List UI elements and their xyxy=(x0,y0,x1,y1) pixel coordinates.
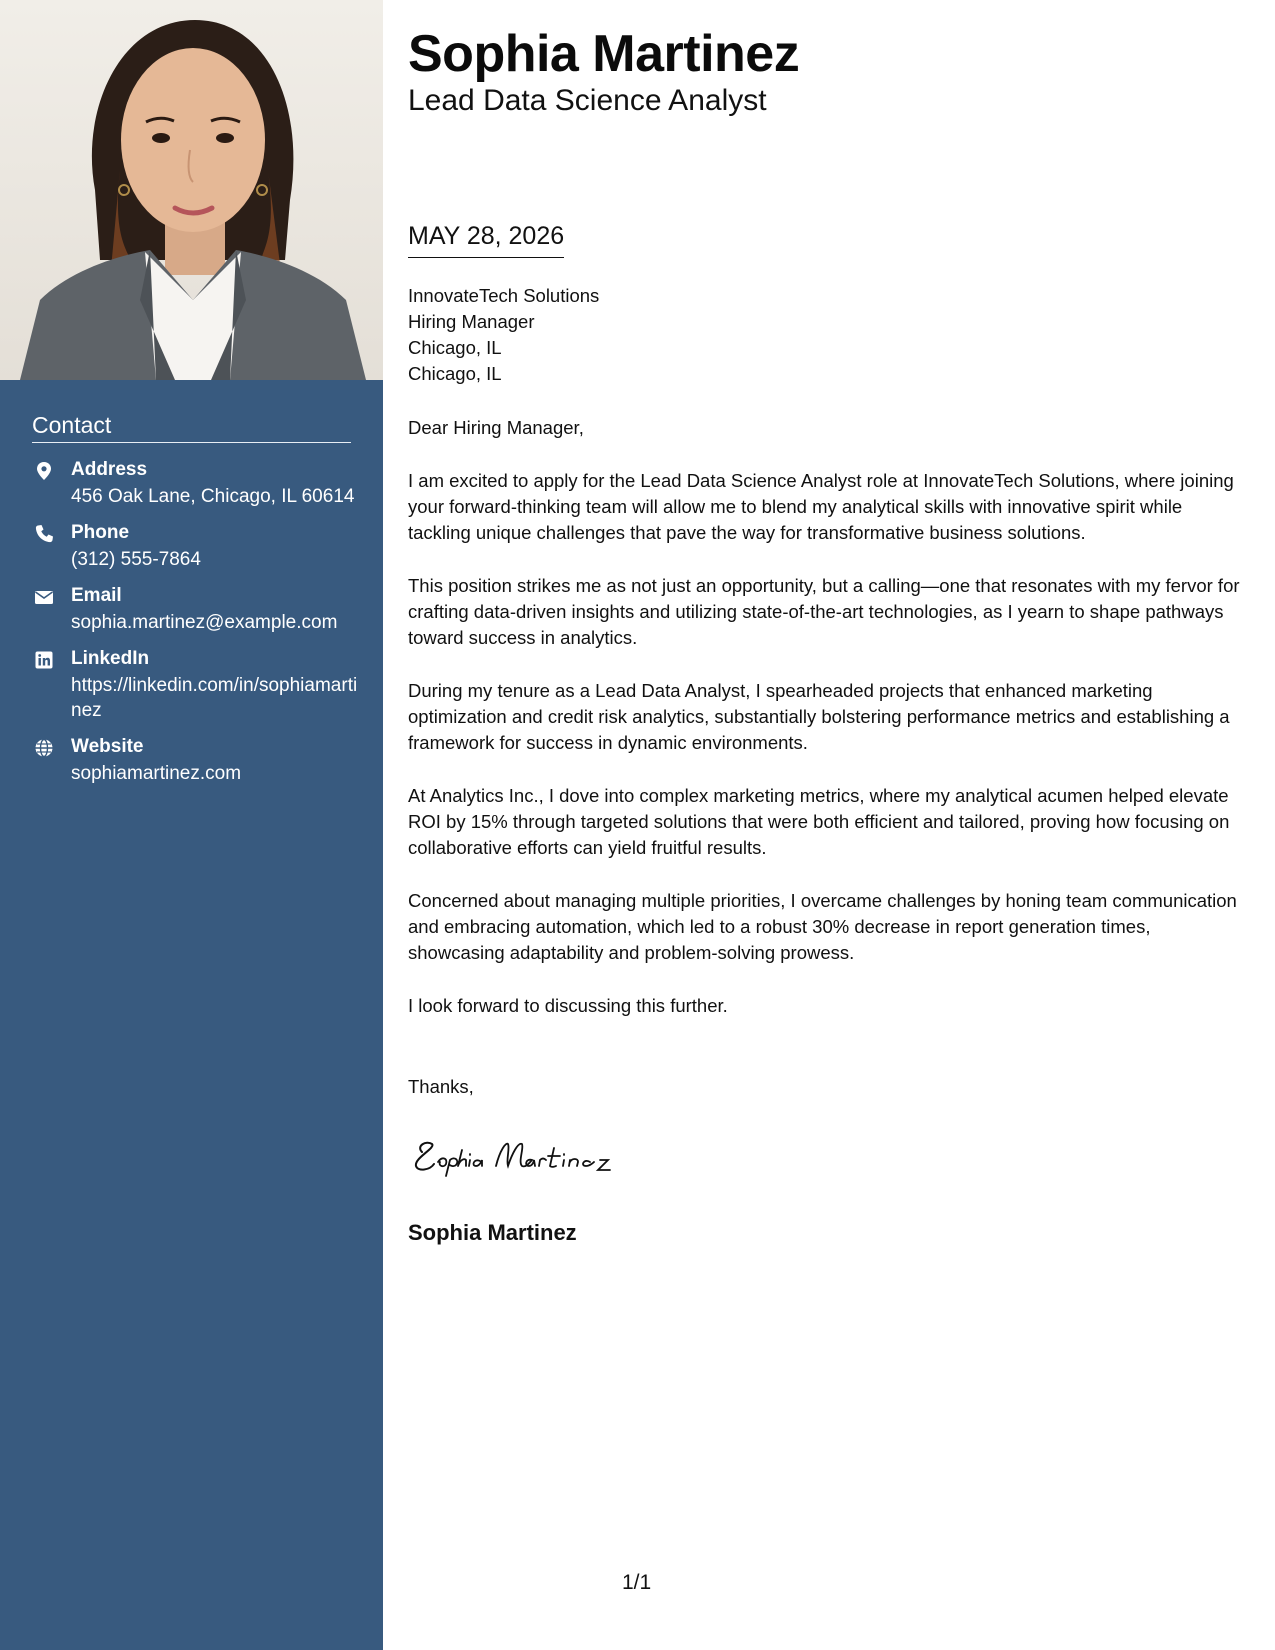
website-label: Website xyxy=(71,736,144,757)
body-paragraph: I look forward to discussing this further. xyxy=(408,995,728,1016)
recipient-city: Chicago, IL xyxy=(408,337,502,358)
letter-date: MAY 28, 2026 xyxy=(408,222,564,258)
closing: Thanks, xyxy=(408,1076,474,1097)
globe-icon xyxy=(34,738,54,758)
email-value[interactable]: sophia.martinez@example.com xyxy=(71,612,338,633)
body-paragraph: This position strikes me as not just an opportunity, but a calling—one that resonates with my fervor for crafting data-driven insights and utilizing state-of-the-art technologies, as I yearn to shape pathways toward success in analytics. xyxy=(408,575,1240,648)
recipient-company: InnovateTech Solutions xyxy=(408,285,600,306)
profile-photo xyxy=(0,0,383,380)
email-label: Email xyxy=(71,585,122,606)
linkedin-label: LinkedIn xyxy=(71,648,150,669)
portrait-photo-illustration xyxy=(0,0,383,380)
contact-heading: Contact xyxy=(32,412,351,443)
phone-icon xyxy=(34,524,54,544)
sidebar xyxy=(0,0,383,1650)
handwritten-signature xyxy=(408,1132,668,1180)
salutation: Dear Hiring Manager, xyxy=(408,417,584,438)
body-paragraph: At Analytics Inc., I dove into complex marketing metrics, where my analytical acumen helped elevate ROI by 15% through targeted solutions that were both efficient and tailored, proving how focusing on collaborative efforts can yield fruitful results. xyxy=(408,785,1230,858)
letter-body xyxy=(408,468,1250,1046)
map-pin-icon xyxy=(34,461,54,481)
signer-name: Sophia Martinez xyxy=(408,1220,577,1245)
recipient-role: Hiring Manager xyxy=(408,311,535,332)
phone-value[interactable]: (312) 555-7864 xyxy=(71,549,201,570)
envelope-icon xyxy=(34,587,54,607)
recipient-block xyxy=(408,283,599,387)
phone-label: Phone xyxy=(71,522,130,543)
linkedin-value[interactable]: https://linkedin.com/in/sophiamartinez xyxy=(71,675,358,721)
body-paragraph: I am excited to apply for the Lead Data Science Analyst role at InnovateTech Solutions, where joining your forward-thinking team will allow me to blend my analytical skills with innovative spirit while tackling unique challenges that pave the way for transformative business solutions. xyxy=(408,470,1234,543)
recipient-city-2: Chicago, IL xyxy=(408,363,502,384)
address-value: 456 Oak Lane, Chicago, IL 60614 xyxy=(71,486,355,507)
linkedin-icon xyxy=(34,650,54,670)
website-value[interactable]: sophiamartinez.com xyxy=(71,763,242,784)
page-number: 1/1 xyxy=(622,1571,652,1594)
applicant-title: Lead Data Science Analyst xyxy=(408,84,767,117)
applicant-name: Sophia Martinez xyxy=(408,25,800,83)
body-paragraph: During my tenure as a Lead Data Analyst, I spearheaded projects that enhanced marketing optimization and credit risk analytics, substantially bolstering performance metrics and establishing a framework for success in dynamic environments. xyxy=(408,680,1230,753)
body-paragraph: Concerned about managing multiple priorities, I overcame challenges by honing team communication and embracing automation, which led to a robust 30% decrease in report generation times, showcasing adaptability and problem-solving prowess. xyxy=(408,890,1237,963)
address-label: Address xyxy=(71,459,148,480)
